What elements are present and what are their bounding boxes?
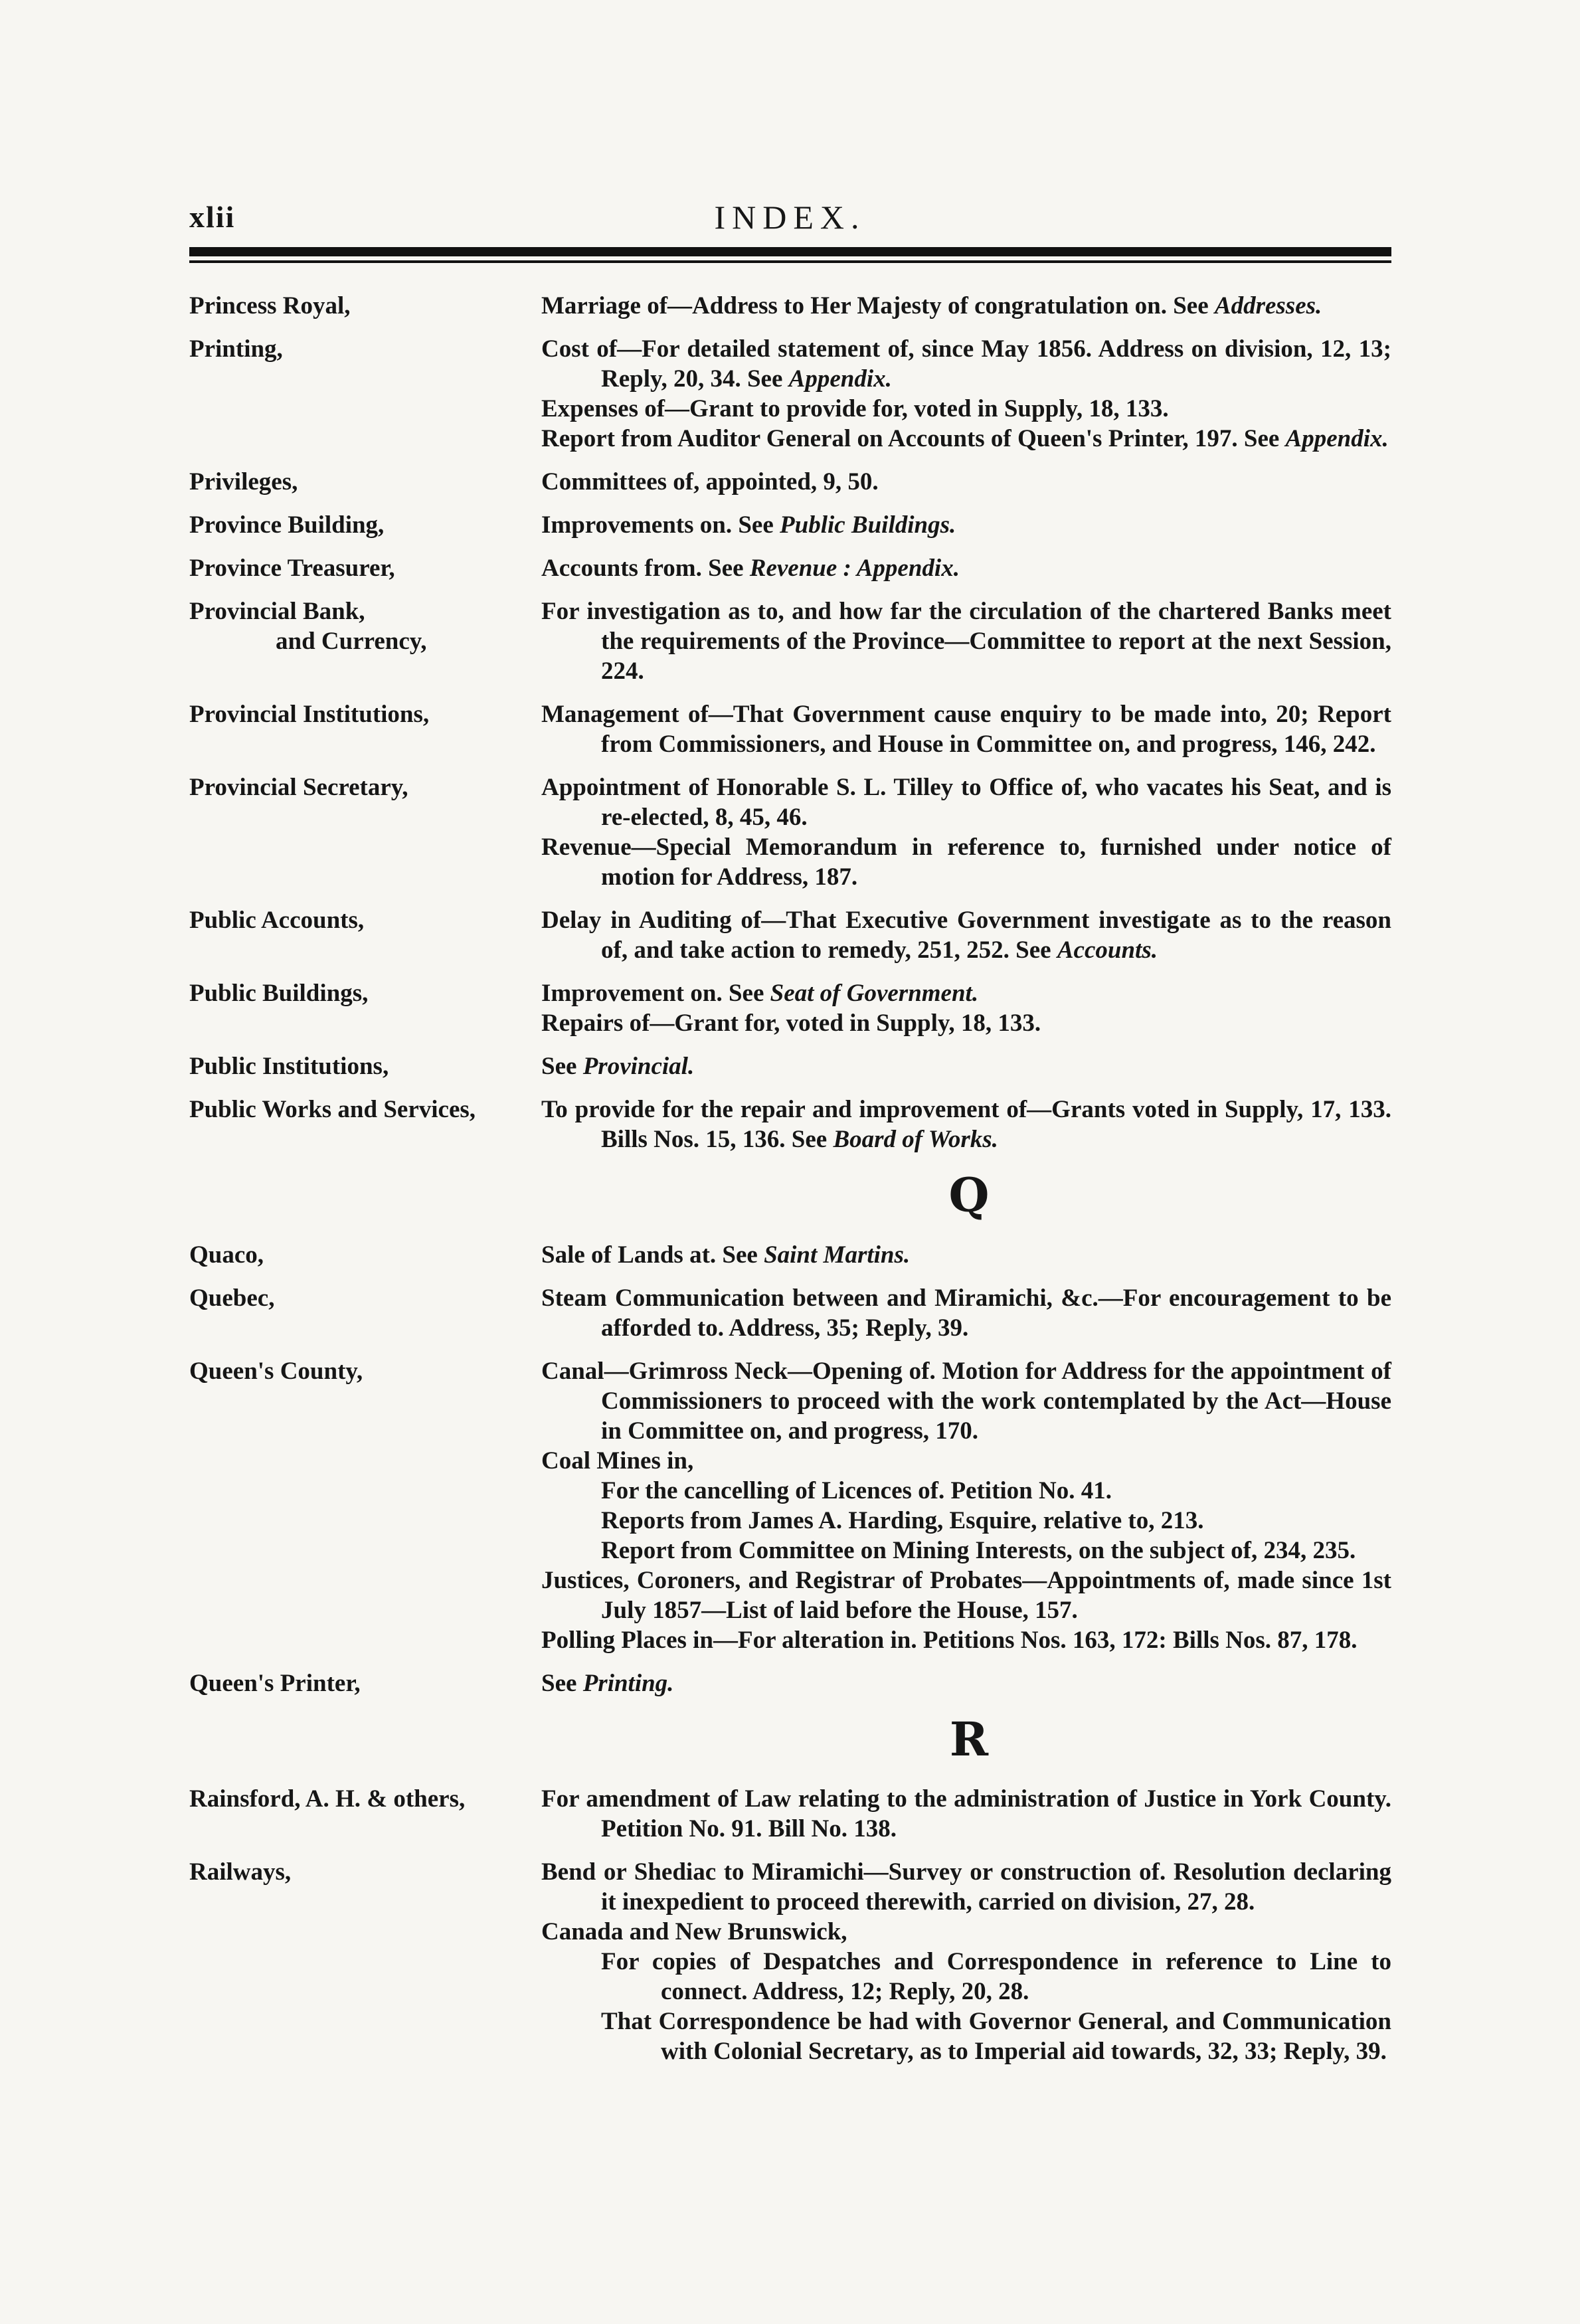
- reference-text: See: [541, 1670, 583, 1697]
- index-entry: [189, 1668, 1391, 1698]
- reference-text: Canal—Grimross Neck—Opening of. Motion for Address for the appointment of Commissioners to proceed with the work contemplated by the Act—House in Committee on, and progress, 170.: [541, 1358, 1391, 1445]
- entry-heading-line: Province Building,: [189, 511, 385, 539]
- entry-heading: [189, 1240, 541, 1270]
- entry-heading-line: Princess Royal,: [189, 292, 351, 319]
- reference-text: Appointment of Honorable S. L. Tilley to Office of, who vacates his Seat, and is re-elected, 8, 45, 46.: [541, 774, 1391, 831]
- index-entry: [189, 291, 1391, 321]
- entry-heading-line: Quebec,: [189, 1285, 275, 1312]
- reference: [541, 1008, 1391, 1038]
- entry-heading-line: Public Buildings,: [189, 980, 369, 1007]
- reference: [541, 905, 1391, 965]
- reference-text: Repairs of—Grant for, voted in Supply, 18, 133.: [541, 1010, 1041, 1037]
- reference: [541, 978, 1391, 1008]
- entry-references: [541, 334, 1391, 454]
- reference: [541, 1356, 1391, 1446]
- entry-references: [541, 1668, 1391, 1698]
- entry-heading: [189, 467, 541, 497]
- reference-text: Accounts from. See: [541, 555, 750, 582]
- entry-references: [541, 905, 1391, 965]
- entry-heading-line: Province Treasurer,: [189, 555, 395, 582]
- sub-reference: [541, 1506, 1391, 1536]
- reference: [541, 1668, 1391, 1698]
- cross-reference-text: Printing.: [582, 1670, 674, 1697]
- entry-references: [541, 978, 1391, 1038]
- entry-heading: [189, 553, 541, 583]
- reference: [541, 394, 1391, 424]
- cross-reference-text: Saint Martins.: [764, 1241, 911, 1269]
- reference-text: Delay in Auditing of—That Executive Government investigate as to the reason of, and take action to remedy, 251, 252. See: [541, 907, 1391, 964]
- index-body: [189, 291, 1391, 2080]
- reference-text: That Correspondence be had with Governor General, and Communication with Colonial Secretary, as to Imperial aid towards, 32, 33; Reply, 39.: [601, 2008, 1391, 2065]
- reference-text: Bend or Shediac to Miramichi—Survey or construction of. Resolution declaring it inexpedient to proceed therewith, carried on division, 27, 28.: [541, 1858, 1391, 1916]
- reference: [541, 1917, 1391, 1947]
- reference-text: Coal Mines in,: [541, 1447, 694, 1475]
- reference: [541, 291, 1391, 321]
- running-head-title: INDEX.: [714, 199, 866, 236]
- entry-heading-line: Privileges,: [189, 468, 298, 495]
- entry-heading-line: Public Accounts,: [189, 907, 365, 934]
- reference-text: For the cancelling of Licences of. Petition No. 41.: [601, 1477, 1112, 1504]
- entry-heading: [189, 1784, 541, 1814]
- section-letter: [541, 1712, 1391, 1767]
- entry-heading-line: Railways,: [189, 1858, 292, 1886]
- entry-heading-line: Printing,: [189, 335, 283, 363]
- reference-text: Polling Places in—For alteration in. Petitions Nos. 163, 172: Bills Nos. 87, 178.: [541, 1627, 1358, 1654]
- reference-text: Report from Auditor General on Accounts of Queen's Printer, 197. See: [541, 425, 1286, 452]
- reference: [541, 1095, 1391, 1154]
- entry-heading-line: Provincial Secretary,: [189, 774, 408, 801]
- index-entry: [189, 334, 1391, 454]
- entry-references: [541, 1356, 1391, 1655]
- header-rule-thick: [189, 247, 1391, 256]
- entry-references: [541, 467, 1391, 497]
- index-entry: [189, 699, 1391, 759]
- reference: [541, 1857, 1391, 1917]
- entry-heading: [189, 596, 541, 656]
- cross-reference-text: Public Buildings.: [780, 511, 956, 539]
- index-entry: [189, 905, 1391, 965]
- entry-heading-line: Provincial Institutions,: [189, 701, 430, 728]
- entry-heading-line: Provincial Bank,: [189, 598, 365, 625]
- reference: [541, 510, 1391, 540]
- reference: [541, 596, 1391, 686]
- cross-reference-text: Appendix.: [1285, 425, 1389, 452]
- cross-reference-text: Accounts.: [1057, 937, 1158, 964]
- entry-references: [541, 772, 1391, 892]
- reference-text: Revenue—Special Memorandum in reference to, furnished under notice of motion for Address, 187.: [541, 834, 1391, 891]
- reference: [541, 1446, 1391, 1476]
- entry-references: [541, 1857, 1391, 2066]
- reference-text: For copies of Despatches and Correspondence in reference to Line to connect. Address, 12; Reply, 20, 28.: [601, 1948, 1391, 2005]
- reference-text: Management of—That Government cause enquiry to be made into, 20; Report from Commissioners, and House in Committee on, and progress, 146, 242.: [541, 701, 1391, 758]
- reference-text: For investigation as to, and how far the circulation of the chartered Banks meet the requirements of the Province—Committee to report at the next Session, 224.: [541, 598, 1391, 685]
- index-entry: [189, 978, 1391, 1038]
- entry-heading: [189, 291, 541, 321]
- reference-text: Cost of—For detailed statement of, since May 1856. Address on division, 12, 13; Reply, 20, 34. See: [541, 335, 1391, 393]
- reference-text: See: [541, 1053, 583, 1080]
- cross-reference-text: Board of Works.: [833, 1126, 998, 1153]
- entry-references: [541, 510, 1391, 540]
- entry-heading-line: Quaco,: [189, 1241, 264, 1269]
- reference: [541, 424, 1391, 454]
- reference-text: Reports from James A. Harding, Esquire, relative to, 213.: [601, 1507, 1204, 1534]
- entry-heading: [189, 334, 541, 364]
- reference: [541, 772, 1391, 832]
- entry-heading-line: Queen's County,: [189, 1358, 363, 1385]
- entry-references: [541, 1240, 1391, 1270]
- entry-references: [541, 553, 1391, 583]
- entry-heading: [189, 1857, 541, 1887]
- reference-text: Marriage of—Address to Her Majesty of congratulation on. See: [541, 292, 1215, 319]
- reference-text: For amendment of Law relating to the administration of Justice in York County. Petition No. 91. Bill No. 138.: [541, 1785, 1391, 1842]
- cross-reference-text: Provincial.: [582, 1053, 695, 1080]
- entry-references: [541, 1051, 1391, 1081]
- entry-heading-line: Public Institutions,: [189, 1053, 389, 1080]
- index-entry: [189, 467, 1391, 497]
- index-entry: [189, 1051, 1391, 1081]
- reference: [541, 1565, 1391, 1625]
- reference-text: Expenses of—Grant to provide for, voted in Supply, 18, 133.: [541, 395, 1169, 422]
- entry-heading: [189, 1356, 541, 1386]
- section-letter: [541, 1168, 1391, 1223]
- entry-heading: [189, 1051, 541, 1081]
- reference: [541, 1051, 1391, 1081]
- entry-references: [541, 596, 1391, 686]
- entry-references: [541, 1283, 1391, 1343]
- reference-text: Canada and New Brunswick,: [541, 1918, 847, 1945]
- sub-reference: [541, 2007, 1391, 2066]
- entry-heading-line: Public Works and Services,: [189, 1096, 476, 1123]
- reference: [541, 832, 1391, 892]
- cross-reference-text: Seat of Government.: [770, 980, 979, 1007]
- entry-heading: [189, 905, 541, 935]
- index-entry: [189, 1857, 1391, 2066]
- reference-text: To provide for the repair and improvement of—Grants voted in Supply, 17, 133. Bills Nos. 15, 136. See: [541, 1096, 1391, 1153]
- entry-heading-line: Queen's Printer,: [189, 1670, 361, 1697]
- section-letter-glyph: Q: [948, 1168, 990, 1223]
- reference: [541, 1283, 1391, 1343]
- reference: [541, 553, 1391, 583]
- reference: [541, 1240, 1391, 1270]
- reference-text: Committees of, appointed, 9, 50.: [541, 468, 879, 495]
- index-entry: [189, 1283, 1391, 1343]
- sub-reference: [541, 1947, 1391, 2007]
- entry-heading-line: and Currency,: [276, 628, 427, 655]
- entry-heading: [189, 1095, 541, 1124]
- reference-text: Improvements on. See: [541, 511, 780, 539]
- index-entry: [189, 772, 1391, 892]
- entry-heading: [189, 1283, 541, 1313]
- sub-reference: [541, 1476, 1391, 1506]
- cross-reference-text: Addresses.: [1214, 292, 1322, 319]
- entry-references: [541, 699, 1391, 759]
- entry-heading: [189, 772, 541, 802]
- reference: [541, 1625, 1391, 1655]
- index-entry: [189, 553, 1391, 583]
- reference-text: Report from Committee on Mining Interests, on the subject of, 234, 235.: [601, 1537, 1356, 1564]
- index-entry: [189, 1240, 1391, 1270]
- entry-heading: [189, 978, 541, 1008]
- entry-heading: [189, 1668, 541, 1698]
- cross-reference-text: Appendix.: [788, 365, 892, 393]
- index-entry: [189, 1784, 1391, 1844]
- reference: [541, 699, 1391, 759]
- index-entry: [189, 596, 1391, 686]
- reference: [541, 334, 1391, 394]
- entry-heading: [189, 510, 541, 540]
- reference-text: Steam Communication between and Miramichi, &c.—For encouragement to be afforded to. Address, 35; Reply, 39.: [541, 1285, 1391, 1342]
- entry-references: [541, 291, 1391, 321]
- reference-text: Sale of Lands at. See: [541, 1241, 764, 1269]
- index-entry: [189, 510, 1391, 540]
- reference: [541, 467, 1391, 497]
- sub-reference: [541, 1536, 1391, 1565]
- reference-text: Justices, Coroners, and Registrar of Probates—Appointments of, made since 1st July 1857—List of laid before the House, 157.: [541, 1567, 1391, 1624]
- entry-references: [541, 1095, 1391, 1154]
- page-number: xlii: [189, 200, 236, 234]
- entry-heading: [189, 699, 541, 729]
- section-letter-glyph: R: [949, 1712, 989, 1767]
- index-entry: [189, 1356, 1391, 1655]
- entry-references: [541, 1784, 1391, 1844]
- header-rule-thin: [189, 260, 1391, 263]
- reference: [541, 1784, 1391, 1844]
- reference-text: Improvement on. See: [541, 980, 770, 1007]
- index-entry: [189, 1095, 1391, 1154]
- cross-reference-text: Revenue : Appendix.: [749, 555, 960, 582]
- entry-heading-line: Rainsford, A. H. & others,: [189, 1785, 466, 1813]
